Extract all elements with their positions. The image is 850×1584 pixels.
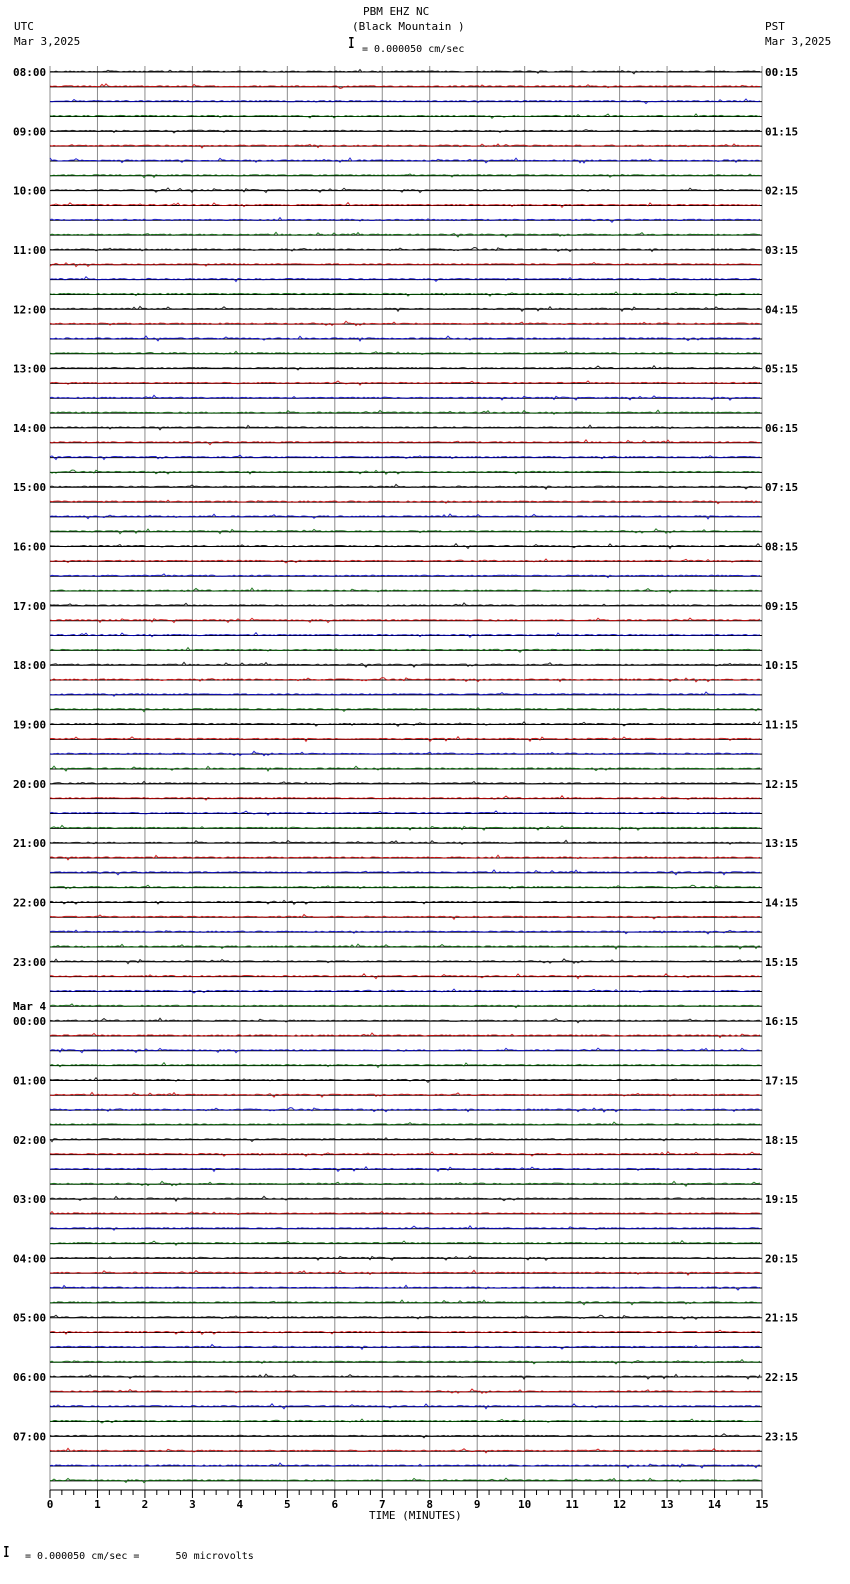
left-date-label: Mar 4 xyxy=(13,1000,47,1014)
x-tick-label: 10 xyxy=(518,1498,532,1511)
trace-line xyxy=(50,1270,760,1275)
left-time-label: 17:00 xyxy=(13,599,47,613)
trace-line xyxy=(50,678,760,682)
right-time-label: 17:15 xyxy=(765,1074,799,1088)
trace-line xyxy=(50,455,760,459)
right-time-label: 07:15 xyxy=(765,481,799,495)
x-tick-label: 5 xyxy=(284,1498,291,1511)
trace-line xyxy=(50,1181,760,1186)
right-time-label: 08:15 xyxy=(765,540,799,554)
trace-line xyxy=(50,544,760,549)
trace-line xyxy=(50,277,760,282)
trace-line xyxy=(50,395,760,400)
x-tick-label: 0 xyxy=(46,1498,54,1511)
x-tick-label: 11 xyxy=(565,1498,579,1511)
left-time-label: 15:00 xyxy=(13,481,47,495)
left-time-label: 02:00 xyxy=(13,1133,47,1147)
right-time-label: 14:15 xyxy=(765,896,799,910)
left-time-label: 06:00 xyxy=(13,1371,47,1385)
x-tick-label: 13 xyxy=(660,1498,674,1511)
trace-line xyxy=(50,648,760,653)
trace-line xyxy=(50,203,760,208)
trace-line xyxy=(50,232,760,237)
trace-line xyxy=(50,870,760,875)
x-tick-label: 4 xyxy=(236,1498,244,1511)
left-time-label: 05:00 xyxy=(13,1311,47,1325)
trace-line xyxy=(50,1122,760,1125)
trace-line xyxy=(50,811,760,815)
right-time-label: 16:15 xyxy=(765,1015,799,1029)
right-time-label: 01:15 xyxy=(765,125,799,139)
trace-line xyxy=(50,1196,760,1201)
trace-line xyxy=(50,1300,760,1305)
right-time-label: 13:15 xyxy=(765,837,799,851)
trace-line xyxy=(50,1434,760,1438)
trace-line xyxy=(50,1063,760,1068)
trace-line xyxy=(50,944,760,949)
left-time-label: 12:00 xyxy=(13,303,47,317)
left-time-label: 01:00 xyxy=(13,1074,47,1088)
trace-line xyxy=(50,1315,760,1319)
trace-line xyxy=(50,84,760,89)
trace-line xyxy=(50,248,760,252)
x-tick-label: 9 xyxy=(473,1498,481,1511)
trace-line xyxy=(50,1048,760,1052)
left-time-label: 23:00 xyxy=(13,955,47,969)
right-time-label: 11:15 xyxy=(765,718,799,732)
left-time-label: 19:00 xyxy=(13,718,47,732)
right-time-label: 04:15 xyxy=(765,303,799,317)
x-tick-label: 3 xyxy=(189,1498,196,1511)
scale-bar-icon: 𝖨 xyxy=(348,34,355,52)
right-time-label: 18:15 xyxy=(765,1133,799,1147)
right-time-label: 22:15 xyxy=(765,1371,799,1385)
location-title: (Black Mountain ) xyxy=(352,20,465,33)
trace-line xyxy=(50,722,760,727)
footer-scale-icon: 𝖨 xyxy=(3,1543,10,1561)
scale-text: = 0.000050 cm/sec xyxy=(362,44,465,55)
footer-scale-text: = 0.000050 cm/sec = 50 microvolts xyxy=(25,1551,254,1562)
trace-line xyxy=(50,410,760,414)
left-time-label: 03:00 xyxy=(13,1193,47,1207)
left-time-label: 07:00 xyxy=(13,1430,47,1444)
right-time-label: 15:15 xyxy=(765,955,799,969)
x-tick-label: 12 xyxy=(612,1498,627,1511)
x-tick-label: 1 xyxy=(94,1498,101,1511)
trace-line xyxy=(50,825,760,830)
trace-line xyxy=(50,1448,760,1453)
left-time-label: 13:00 xyxy=(13,362,47,376)
left-time-label: 16:00 xyxy=(13,540,47,554)
left-time-label: 11:00 xyxy=(13,243,47,257)
x-axis-title: TIME (MINUTES) xyxy=(369,1509,462,1522)
right-time-label: 06:15 xyxy=(765,421,799,435)
left-time-label: 04:00 xyxy=(13,1252,47,1266)
trace-line xyxy=(50,1152,760,1157)
left-time-label: 18:00 xyxy=(13,659,47,673)
left-timezone: UTC xyxy=(14,20,34,33)
right-time-label: 09:15 xyxy=(765,599,799,613)
trace-line xyxy=(50,559,760,563)
trace-line xyxy=(50,1463,760,1468)
right-time-label: 10:15 xyxy=(765,659,799,673)
trace-line xyxy=(50,989,760,993)
trace-line xyxy=(50,618,760,622)
trace-line xyxy=(50,440,760,445)
trace-line xyxy=(50,529,760,534)
x-tick-label: 15 xyxy=(755,1498,769,1511)
trace-line xyxy=(50,633,760,638)
trace-line xyxy=(50,1092,760,1097)
right-time-label: 23:15 xyxy=(765,1430,799,1444)
right-time-label: 12:15 xyxy=(765,777,799,791)
trace-line xyxy=(50,766,760,771)
trace-line xyxy=(50,425,760,430)
right-time-label: 20:15 xyxy=(765,1252,799,1266)
trace-line xyxy=(50,1033,760,1038)
trace-line xyxy=(50,1389,760,1393)
x-tick-label: 2 xyxy=(141,1498,149,1511)
trace-line xyxy=(50,366,760,370)
trace-line xyxy=(50,1004,760,1008)
trace-line xyxy=(50,959,760,964)
left-time-label: 00:00 xyxy=(13,1015,47,1029)
trace-line xyxy=(50,796,760,800)
trace-line xyxy=(50,381,760,385)
right-time-label: 02:15 xyxy=(765,184,799,198)
x-tick-label: 8 xyxy=(426,1498,434,1511)
left-time-label: 22:00 xyxy=(13,896,47,910)
right-time-label: 19:15 xyxy=(765,1193,799,1207)
trace-line xyxy=(50,218,760,223)
left-time-label: 20:00 xyxy=(13,777,47,791)
trace-line xyxy=(50,292,760,296)
trace-line xyxy=(50,840,760,844)
right-time-label: 00:15 xyxy=(765,66,799,79)
left-time-label: 10:00 xyxy=(13,184,47,198)
x-tick-label: 14 xyxy=(707,1498,722,1511)
trace-line xyxy=(50,588,760,593)
left-time-label: 08:00 xyxy=(13,66,47,79)
trace-line xyxy=(50,574,760,578)
left-time-label: 21:00 xyxy=(13,837,47,851)
right-timezone: PST xyxy=(765,20,785,33)
left-time-label: 09:00 xyxy=(13,125,47,139)
trace-line xyxy=(50,1018,760,1023)
right-time-label: 21:15 xyxy=(765,1311,799,1325)
trace-line xyxy=(50,114,760,118)
station-title: PBM EHZ NC xyxy=(363,5,430,18)
trace-line xyxy=(50,1226,760,1230)
trace-line xyxy=(50,1419,760,1423)
right-date: Mar 3,2025 xyxy=(765,35,832,48)
x-tick-label: 6 xyxy=(331,1498,339,1511)
trace-line xyxy=(50,306,760,311)
trace-line xyxy=(50,484,760,489)
trace-line xyxy=(50,1478,760,1482)
trace-line xyxy=(50,885,760,889)
left-time-label: 14:00 xyxy=(13,421,47,435)
trace-line xyxy=(50,692,760,696)
trace-line xyxy=(50,158,760,163)
trace-line xyxy=(50,99,760,104)
right-time-label: 05:15 xyxy=(765,362,799,376)
x-tick-label: 7 xyxy=(378,1498,386,1511)
trace-line xyxy=(50,1345,760,1350)
trace-line xyxy=(50,1241,760,1246)
right-time-label: 03:15 xyxy=(765,243,799,257)
trace-line xyxy=(50,974,760,979)
left-date: Mar 3,2025 xyxy=(14,35,81,48)
trace-line xyxy=(50,514,760,519)
trace-line xyxy=(50,70,760,74)
trace-line xyxy=(50,751,760,755)
trace-line xyxy=(50,321,760,325)
